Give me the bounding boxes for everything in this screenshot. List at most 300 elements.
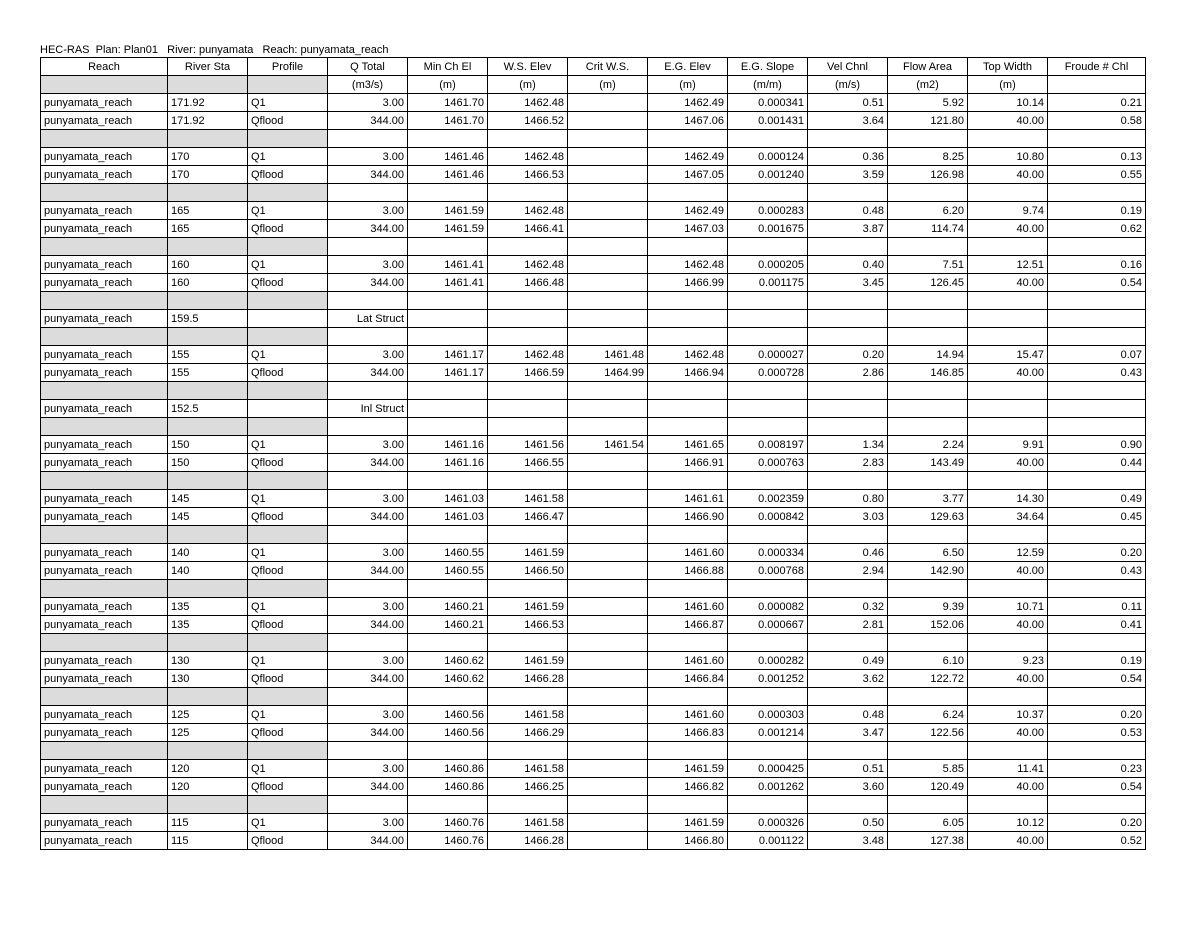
empty-cell (568, 328, 648, 346)
table-cell: 1461.58 (488, 706, 568, 724)
table-cell: Q1 (248, 544, 328, 562)
table-cell: Qflood (248, 274, 328, 292)
separator-row (41, 382, 1146, 400)
table-cell: 1462.49 (648, 148, 728, 166)
table-cell (568, 778, 648, 796)
table-cell: 0.000205 (728, 256, 808, 274)
table-cell: 125 (168, 706, 248, 724)
empty-cell (488, 580, 568, 598)
empty-cell (888, 742, 968, 760)
empty-cell (808, 472, 888, 490)
empty-cell (1048, 382, 1146, 400)
table-cell: 0.21 (1048, 94, 1146, 112)
empty-cell (41, 742, 168, 760)
empty-cell (248, 742, 328, 760)
table-cell: 3.00 (328, 598, 408, 616)
empty-cell (1048, 580, 1146, 598)
empty-cell (808, 580, 888, 598)
table-cell: 1461.58 (488, 814, 568, 832)
table-cell (568, 490, 648, 508)
empty-cell (648, 292, 728, 310)
empty-cell (568, 526, 648, 544)
table-cell: 122.72 (888, 670, 968, 688)
table-cell (568, 112, 648, 130)
table-cell: 1461.59 (488, 652, 568, 670)
table-cell: punyamata_reach (41, 148, 168, 166)
empty-cell (968, 292, 1048, 310)
table-cell: punyamata_reach (41, 400, 168, 418)
table-cell (568, 814, 648, 832)
empty-cell (968, 382, 1048, 400)
table-row (41, 760, 1146, 778)
empty-cell (1048, 526, 1146, 544)
empty-cell (41, 292, 168, 310)
empty-cell (408, 238, 488, 256)
table-cell: 40.00 (968, 616, 1048, 634)
table-cell: 135 (168, 598, 248, 616)
table-cell: 40.00 (968, 778, 1048, 796)
table-cell: 0.001214 (728, 724, 808, 742)
empty-cell (648, 382, 728, 400)
table-cell: 1466.53 (488, 616, 568, 634)
table-cell: 1467.05 (648, 166, 728, 184)
table-cell: 125 (168, 724, 248, 742)
table-row (41, 598, 1146, 616)
table-cell: 344.00 (328, 616, 408, 634)
table-cell: Q1 (248, 598, 328, 616)
empty-cell (328, 472, 408, 490)
empty-cell (648, 238, 728, 256)
table-cell: punyamata_reach (41, 778, 168, 796)
separator-row (41, 688, 1146, 706)
empty-cell (168, 796, 248, 814)
empty-cell (408, 292, 488, 310)
empty-cell (1048, 688, 1146, 706)
empty-cell (408, 328, 488, 346)
table-cell (728, 400, 808, 418)
table-cell: 114.74 (888, 220, 968, 238)
empty-cell (168, 526, 248, 544)
table-cell: Q1 (248, 202, 328, 220)
table-cell: 0.000124 (728, 148, 808, 166)
table-cell: punyamata_reach (41, 706, 168, 724)
table-cell: 1461.61 (648, 490, 728, 508)
table-cell: 0.20 (1048, 706, 1146, 724)
table-cell (568, 310, 648, 328)
table-cell: 15.47 (968, 346, 1048, 364)
table-cell: 1461.03 (408, 508, 488, 526)
separator-row (41, 472, 1146, 490)
table-cell: 0.43 (1048, 562, 1146, 580)
table-cell: 0.80 (808, 490, 888, 508)
empty-cell (328, 634, 408, 652)
table-cell: 344.00 (328, 508, 408, 526)
empty-cell (488, 742, 568, 760)
table-cell: 0.000842 (728, 508, 808, 526)
empty-cell (968, 526, 1048, 544)
table-cell: 140 (168, 544, 248, 562)
table-row (41, 256, 1146, 274)
table-cell: 3.48 (808, 832, 888, 850)
table-cell (568, 652, 648, 670)
table-cell: 120 (168, 760, 248, 778)
table-cell: 0.45 (1048, 508, 1146, 526)
table-cell (568, 598, 648, 616)
table-cell: 344.00 (328, 166, 408, 184)
table-cell: 1466.55 (488, 454, 568, 472)
empty-cell (808, 382, 888, 400)
table-cell: 1466.28 (488, 670, 568, 688)
table-cell: 122.56 (888, 724, 968, 742)
table-cell: 1466.48 (488, 274, 568, 292)
table-cell (568, 400, 648, 418)
table-cell: 40.00 (968, 364, 1048, 382)
empty-cell (968, 328, 1048, 346)
separator-row (41, 418, 1146, 436)
table-row (41, 364, 1146, 382)
table-cell: 0.000082 (728, 598, 808, 616)
column-header: Reach (41, 58, 168, 76)
table-row (41, 112, 1146, 130)
units-cell (248, 76, 328, 94)
empty-cell (328, 418, 408, 436)
table-cell: 11.41 (968, 760, 1048, 778)
table-cell: 0.000283 (728, 202, 808, 220)
table-cell: 6.20 (888, 202, 968, 220)
table-cell: Q1 (248, 490, 328, 508)
empty-cell (328, 292, 408, 310)
empty-cell (728, 526, 808, 544)
empty-cell (808, 418, 888, 436)
empty-cell (248, 418, 328, 436)
table-cell: 152.06 (888, 616, 968, 634)
table-cell (968, 400, 1048, 418)
table-cell: punyamata_reach (41, 562, 168, 580)
table-row (41, 166, 1146, 184)
table-cell: 3.59 (808, 166, 888, 184)
table-cell (888, 400, 968, 418)
table-cell: 3.00 (328, 256, 408, 274)
table-cell: 0.20 (808, 346, 888, 364)
table-cell: 1461.17 (408, 346, 488, 364)
units-row (41, 76, 1146, 94)
table-cell: 3.00 (328, 436, 408, 454)
empty-cell (728, 796, 808, 814)
table-cell: 40.00 (968, 166, 1048, 184)
table-cell: 1461.59 (408, 202, 488, 220)
empty-cell (248, 292, 328, 310)
column-header: River Sta (168, 58, 248, 76)
empty-cell (808, 238, 888, 256)
empty-cell (568, 742, 648, 760)
column-header: Profile (248, 58, 328, 76)
table-cell: 10.14 (968, 94, 1048, 112)
table-cell: 1466.83 (648, 724, 728, 742)
table-cell: 1461.58 (488, 760, 568, 778)
empty-cell (888, 688, 968, 706)
table-cell (248, 310, 328, 328)
table-row (41, 274, 1146, 292)
empty-cell (488, 472, 568, 490)
table-cell: 1460.62 (408, 670, 488, 688)
empty-cell (888, 382, 968, 400)
empty-cell (1048, 634, 1146, 652)
table-cell: 3.64 (808, 112, 888, 130)
empty-cell (168, 238, 248, 256)
table-cell: 1460.56 (408, 706, 488, 724)
table-cell: punyamata_reach (41, 814, 168, 832)
table-cell: 7.51 (888, 256, 968, 274)
empty-cell (648, 130, 728, 148)
table-cell: 1462.48 (488, 256, 568, 274)
empty-cell (728, 688, 808, 706)
units-cell: (m) (568, 76, 648, 94)
empty-cell (168, 328, 248, 346)
table-cell: 0.62 (1048, 220, 1146, 238)
table-cell: 135 (168, 616, 248, 634)
table-cell: 0.000282 (728, 652, 808, 670)
table-cell: 171.92 (168, 94, 248, 112)
table-cell: 3.00 (328, 544, 408, 562)
table-cell: 1466.59 (488, 364, 568, 382)
units-cell: (m3/s) (328, 76, 408, 94)
table-cell: punyamata_reach (41, 346, 168, 364)
empty-cell (968, 742, 1048, 760)
table-cell (408, 400, 488, 418)
empty-cell (728, 472, 808, 490)
empty-cell (248, 634, 328, 652)
table-cell: 8.25 (888, 148, 968, 166)
empty-cell (1048, 292, 1146, 310)
table-cell (1048, 400, 1146, 418)
empty-cell (568, 796, 648, 814)
empty-cell (888, 634, 968, 652)
empty-cell (328, 328, 408, 346)
table-cell (568, 760, 648, 778)
table-cell: punyamata_reach (41, 616, 168, 634)
empty-cell (488, 526, 568, 544)
separator-row (41, 742, 1146, 760)
table-cell: 6.50 (888, 544, 968, 562)
empty-cell (41, 634, 168, 652)
table-cell (568, 706, 648, 724)
table-cell: 0.001175 (728, 274, 808, 292)
empty-cell (568, 472, 648, 490)
empty-cell (888, 130, 968, 148)
table-row (41, 562, 1146, 580)
empty-cell (968, 184, 1048, 202)
table-cell: 0.001675 (728, 220, 808, 238)
table-cell: 0.54 (1048, 274, 1146, 292)
table-cell: Qflood (248, 508, 328, 526)
table-cell: 150 (168, 436, 248, 454)
empty-cell (408, 526, 488, 544)
table-cell: 159.5 (168, 310, 248, 328)
table-cell: 1466.28 (488, 832, 568, 850)
table-cell: 0.000027 (728, 346, 808, 364)
table-row (41, 706, 1146, 724)
table-cell: punyamata_reach (41, 598, 168, 616)
table-cell: 40.00 (968, 724, 1048, 742)
header-row (41, 58, 1146, 76)
table-cell: 3.87 (808, 220, 888, 238)
table-cell: 0.51 (808, 760, 888, 778)
table-cell: 1461.41 (408, 256, 488, 274)
empty-cell (248, 382, 328, 400)
table-cell: 1.34 (808, 436, 888, 454)
table-cell (568, 94, 648, 112)
empty-cell (248, 580, 328, 598)
empty-cell (968, 634, 1048, 652)
table-cell (488, 310, 568, 328)
table-cell: Lat Struct (328, 310, 408, 328)
table-cell: 344.00 (328, 778, 408, 796)
table-cell: 3.62 (808, 670, 888, 688)
empty-cell (968, 418, 1048, 436)
empty-cell (41, 688, 168, 706)
empty-cell (408, 580, 488, 598)
table-cell: punyamata_reach (41, 454, 168, 472)
table-cell: 145 (168, 490, 248, 508)
column-header: Flow Area (888, 58, 968, 76)
table-row (41, 544, 1146, 562)
empty-cell (728, 292, 808, 310)
table-cell (568, 616, 648, 634)
empty-cell (408, 796, 488, 814)
table-cell: 1461.46 (408, 148, 488, 166)
table-cell: punyamata_reach (41, 256, 168, 274)
table-cell: 140 (168, 562, 248, 580)
table-row (41, 202, 1146, 220)
empty-cell (808, 742, 888, 760)
table-cell: 0.48 (808, 202, 888, 220)
table-cell: 344.00 (328, 562, 408, 580)
table-cell: 2.86 (808, 364, 888, 382)
empty-cell (248, 130, 328, 148)
empty-cell (408, 472, 488, 490)
table-cell: 3.00 (328, 94, 408, 112)
table-cell: 1461.59 (408, 220, 488, 238)
table-cell (568, 832, 648, 850)
table-cell: 10.37 (968, 706, 1048, 724)
table-cell: 10.71 (968, 598, 1048, 616)
table-cell: 1461.59 (488, 598, 568, 616)
table-cell: 143.49 (888, 454, 968, 472)
table-cell: 1461.60 (648, 706, 728, 724)
empty-cell (328, 580, 408, 598)
table-cell: 12.59 (968, 544, 1048, 562)
table-cell: Qflood (248, 454, 328, 472)
table-cell: 0.000303 (728, 706, 808, 724)
table-cell: Qflood (248, 832, 328, 850)
table-cell: 1466.52 (488, 112, 568, 130)
empty-cell (1048, 130, 1146, 148)
table-cell: 344.00 (328, 832, 408, 850)
empty-cell (408, 742, 488, 760)
table-row (41, 220, 1146, 238)
empty-cell (168, 472, 248, 490)
table-cell: 0.001262 (728, 778, 808, 796)
table-cell (568, 220, 648, 238)
empty-cell (728, 238, 808, 256)
table-cell: 3.60 (808, 778, 888, 796)
table-cell: punyamata_reach (41, 112, 168, 130)
empty-cell (248, 796, 328, 814)
table-cell: punyamata_reach (41, 760, 168, 778)
empty-cell (168, 184, 248, 202)
table-cell: Q1 (248, 436, 328, 454)
table-cell: 0.48 (808, 706, 888, 724)
empty-cell (728, 418, 808, 436)
table-cell: 0.000728 (728, 364, 808, 382)
table-cell: 1460.55 (408, 562, 488, 580)
table-cell: 10.80 (968, 148, 1048, 166)
table-cell: 1461.60 (648, 544, 728, 562)
column-header: Top Width (968, 58, 1048, 76)
empty-cell (168, 382, 248, 400)
table-cell: 40.00 (968, 220, 1048, 238)
empty-cell (41, 796, 168, 814)
empty-cell (248, 472, 328, 490)
empty-cell (248, 184, 328, 202)
table-cell: 1461.16 (408, 436, 488, 454)
table-cell: 3.00 (328, 706, 408, 724)
empty-cell (808, 292, 888, 310)
table-cell: 3.03 (808, 508, 888, 526)
table-cell: 0.000341 (728, 94, 808, 112)
empty-cell (808, 130, 888, 148)
table-cell: Q1 (248, 652, 328, 670)
table-cell: 1466.91 (648, 454, 728, 472)
empty-cell (1048, 328, 1146, 346)
empty-cell (328, 526, 408, 544)
table-cell: 1466.94 (648, 364, 728, 382)
table-cell: 0.32 (808, 598, 888, 616)
empty-cell (568, 634, 648, 652)
column-header: Min Ch El (408, 58, 488, 76)
table-cell: 3.45 (808, 274, 888, 292)
table-row (41, 508, 1146, 526)
empty-cell (568, 130, 648, 148)
empty-cell (408, 184, 488, 202)
units-cell (1048, 76, 1146, 94)
table-cell: 40.00 (968, 670, 1048, 688)
table-cell: 3.00 (328, 148, 408, 166)
separator-row (41, 796, 1146, 814)
empty-cell (41, 382, 168, 400)
table-row (41, 400, 1146, 418)
table-row (41, 832, 1146, 850)
table-cell: punyamata_reach (41, 508, 168, 526)
table-row (41, 490, 1146, 508)
table-cell: 1461.70 (408, 94, 488, 112)
separator-row (41, 634, 1146, 652)
empty-cell (41, 526, 168, 544)
empty-cell (648, 688, 728, 706)
empty-cell (808, 634, 888, 652)
empty-cell (808, 796, 888, 814)
empty-cell (728, 184, 808, 202)
empty-cell (808, 328, 888, 346)
empty-cell (168, 634, 248, 652)
empty-cell (568, 292, 648, 310)
table-cell: Qflood (248, 670, 328, 688)
table-cell (728, 310, 808, 328)
table-cell: punyamata_reach (41, 544, 168, 562)
empty-cell (408, 382, 488, 400)
table-cell (568, 670, 648, 688)
table-cell: 0.20 (1048, 814, 1146, 832)
